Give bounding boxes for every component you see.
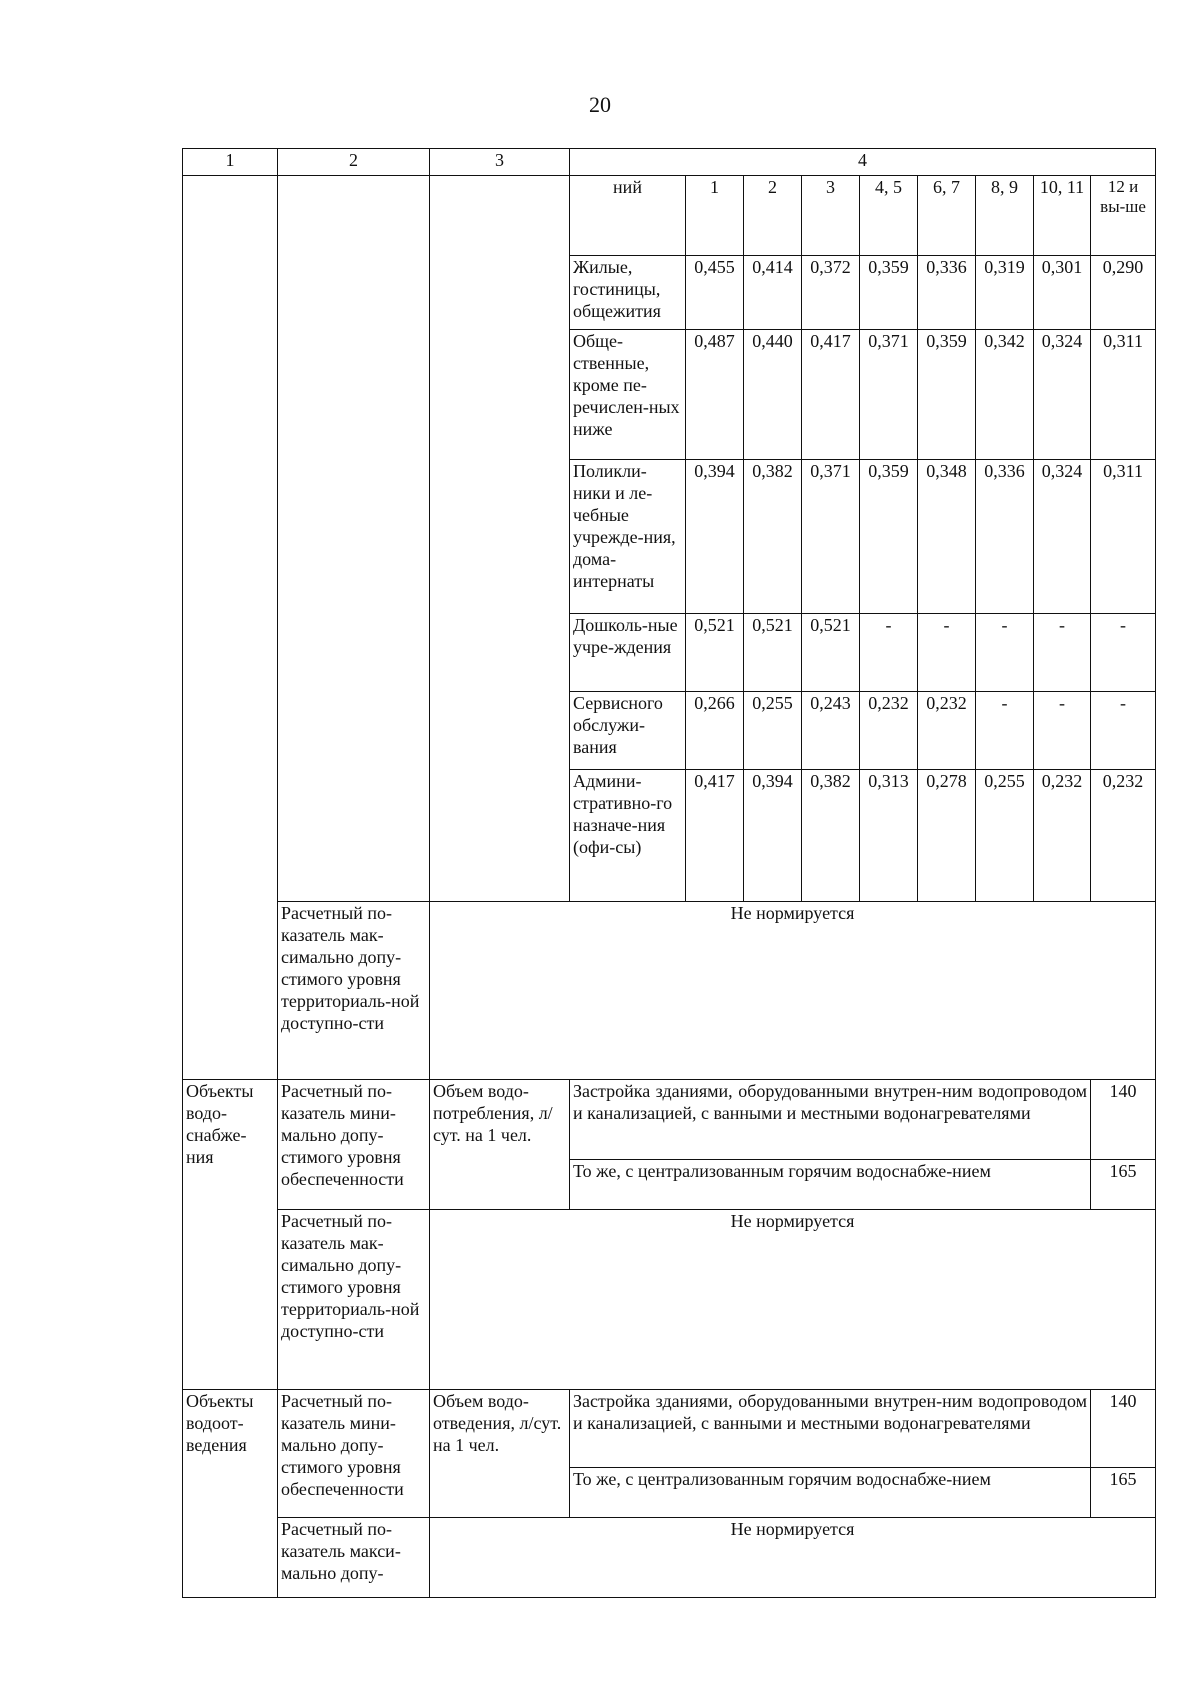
building-type: Сервисного обслужи-вания <box>570 692 686 770</box>
value-cell: 0,417 <box>802 330 860 460</box>
heat-accessibility-row <box>183 902 1156 1080</box>
value-cell: - <box>976 614 1034 692</box>
not-normed-cell: Не нормируется <box>430 1518 1156 1598</box>
value-cell: 0,324 <box>1034 460 1091 614</box>
heat-object-cell <box>183 176 278 1080</box>
building-type: Админи-стративно-го назначе-ния (офи-сы) <box>570 770 686 902</box>
value-cell: 0,487 <box>686 330 744 460</box>
value-cell: 0,290 <box>1091 256 1156 330</box>
value-cell: 0,301 <box>1034 256 1091 330</box>
value-cell: 0,311 <box>1091 330 1156 460</box>
value-cell: 0,255 <box>744 692 802 770</box>
floor-header: 10, 11 <box>1034 176 1091 256</box>
floor-header: 8, 9 <box>976 176 1034 256</box>
value-cell: 0,382 <box>802 770 860 902</box>
value-cell: 0,417 <box>686 770 744 902</box>
not-normed-cell: Не нормируется <box>430 1210 1156 1390</box>
norm-value: 165 <box>1091 1160 1156 1210</box>
floor-header: 12 и вы-ше <box>1091 176 1156 256</box>
value-cell: 0,232 <box>1091 770 1156 902</box>
floor-header: 6, 7 <box>918 176 976 256</box>
value-cell: - <box>1091 614 1156 692</box>
value-cell: - <box>1034 614 1091 692</box>
norm-value: 165 <box>1091 1468 1156 1518</box>
value-cell: 0,359 <box>860 256 918 330</box>
indicator-label: Расчетный по-казатель мини-мально допу-стимого уровня обеспеченности <box>278 1390 430 1518</box>
floor-header: 4, 5 <box>860 176 918 256</box>
water-disposal-row-1 <box>183 1390 1156 1468</box>
condition-text: Застройка зданиями, оборудованными внутрен-ним водопроводом и канализацией, с ванными и местными водонагревателями <box>570 1390 1091 1468</box>
value-cell: - <box>976 692 1034 770</box>
floor-header-row <box>183 176 1156 256</box>
value-cell: - <box>860 614 918 692</box>
unit-label: Объем водо-отведения, л/сут. на 1 чел. <box>430 1390 570 1518</box>
heat-unit-cell <box>430 176 570 902</box>
value-cell: 0,243 <box>802 692 860 770</box>
floor-header: 2 <box>744 176 802 256</box>
value-cell: 0,382 <box>744 460 802 614</box>
value-cell: 0,278 <box>918 770 976 902</box>
value-cell: - <box>918 614 976 692</box>
unit-label: Объем водо-потребления, л/сут. на 1 чел. <box>430 1080 570 1210</box>
value-cell: - <box>1091 692 1156 770</box>
building-type: Обще-ственные, кроме пе-речислен-ных ниже <box>570 330 686 460</box>
value-cell: 0,521 <box>802 614 860 692</box>
norm-value: 140 <box>1091 1080 1156 1160</box>
value-cell: 0,336 <box>976 460 1034 614</box>
value-cell: 0,521 <box>686 614 744 692</box>
water-disposal-accessibility-row <box>183 1518 1156 1598</box>
condition-text: То же, с централизованным горячим водоснабже-нием <box>570 1468 1091 1518</box>
value-cell: 0,266 <box>686 692 744 770</box>
value-cell: 0,359 <box>918 330 976 460</box>
object-label: Объекты водоот-ведения <box>183 1390 278 1598</box>
condition-text: То же, с централизованным горячим водоснабже-нием <box>570 1160 1091 1210</box>
value-cell: 0,342 <box>976 330 1034 460</box>
floor-header: 3 <box>802 176 860 256</box>
value-cell: 0,255 <box>976 770 1034 902</box>
value-cell: 0,336 <box>918 256 976 330</box>
value-cell: 0,232 <box>1034 770 1091 902</box>
col-number-2: 2 <box>278 149 430 176</box>
value-cell: 0,319 <box>976 256 1034 330</box>
value-cell: 0,348 <box>918 460 976 614</box>
building-type: Жилые, гостиницы, общежития <box>570 256 686 330</box>
value-cell: 0,372 <box>802 256 860 330</box>
condition-text: Застройка зданиями, оборудованными внутрен-ним водопроводом и канализацией, с ванными и местными водонагревателями <box>570 1080 1091 1160</box>
object-label: Объекты водо-снабже-ния <box>183 1080 278 1390</box>
indicator-label: Расчетный по-казатель мини-мально допу-стимого уровня обеспеченности <box>278 1080 430 1210</box>
value-cell: 0,371 <box>802 460 860 614</box>
not-normed-cell: Не нормируется <box>430 902 1156 1080</box>
col-number-4: 4 <box>570 149 1156 176</box>
value-cell: 0,324 <box>1034 330 1091 460</box>
value-cell: 0,440 <box>744 330 802 460</box>
building-type: Дошколь-ные учре-ждения <box>570 614 686 692</box>
heat-indicator-cell <box>278 176 430 902</box>
value-cell: 0,311 <box>1091 460 1156 614</box>
indicator-label: Расчетный по-казатель макси-мально допу- <box>278 1518 430 1598</box>
norm-value: 140 <box>1091 1390 1156 1468</box>
norms-table <box>182 148 1156 1598</box>
indicator-label: Расчетный по-казатель мак-симально допу-стимого уровня территориаль-ной доступно-сти <box>278 1210 430 1390</box>
value-cell: 0,394 <box>744 770 802 902</box>
value-cell: 0,359 <box>860 460 918 614</box>
value-cell: - <box>1034 692 1091 770</box>
building-type: Поликли-ники и ле-чебные учрежде-ния, дома-интернаты <box>570 460 686 614</box>
value-cell: 0,232 <box>860 692 918 770</box>
value-cell: 0,455 <box>686 256 744 330</box>
col-number-1: 1 <box>183 149 278 176</box>
floor-header: 1 <box>686 176 744 256</box>
value-cell: 0,232 <box>918 692 976 770</box>
value-cell: 0,521 <box>744 614 802 692</box>
page-number: 20 <box>589 92 611 117</box>
col-number-3: 3 <box>430 149 570 176</box>
floor-header-label: ний <box>570 176 686 256</box>
water-supply-accessibility-row <box>183 1210 1156 1390</box>
value-cell: 0,414 <box>744 256 802 330</box>
value-cell: 0,371 <box>860 330 918 460</box>
value-cell: 0,313 <box>860 770 918 902</box>
value-cell: 0,394 <box>686 460 744 614</box>
indicator-label: Расчетный по-казатель мак-симально допу-стимого уровня территориаль-ной доступно-сти <box>278 902 430 1080</box>
column-number-row <box>183 149 1156 176</box>
water-supply-row-1 <box>183 1080 1156 1160</box>
